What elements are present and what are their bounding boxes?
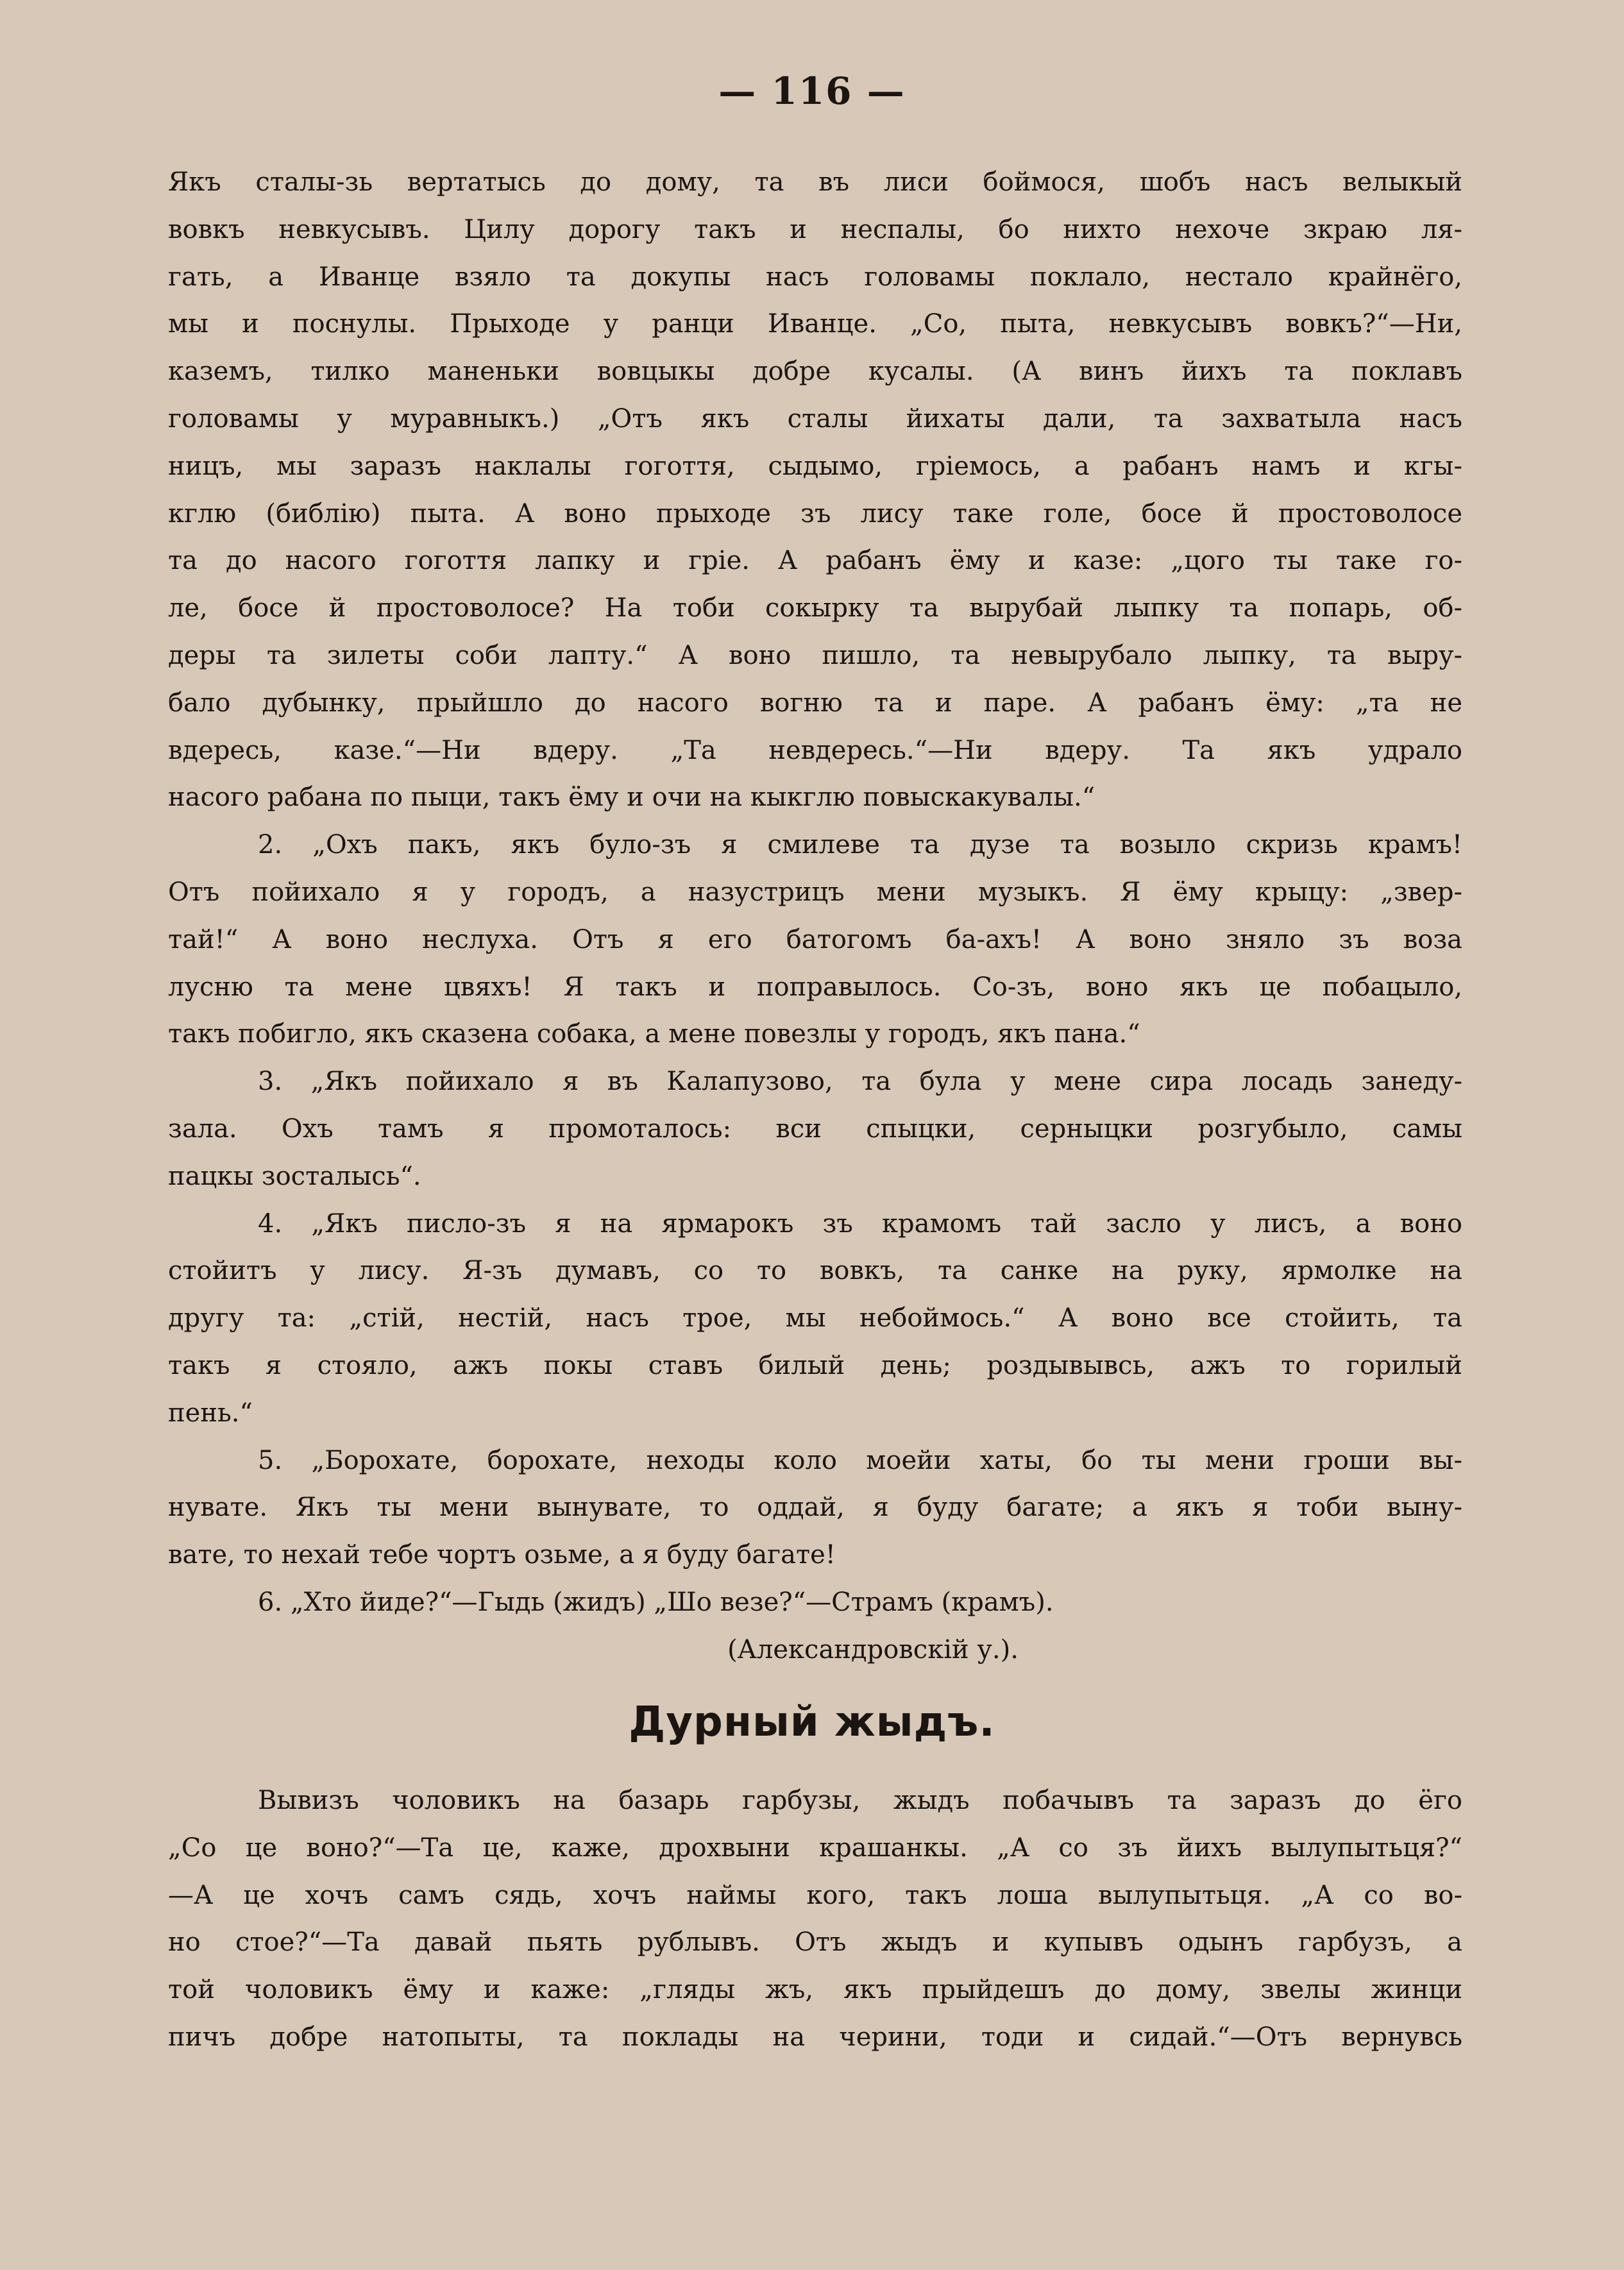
text-line: той чоловикъ ёму и каже: „гляды жъ, якъ прыйдешъ до дому, звелы жинци [168, 1975, 1462, 2005]
text-line: ницъ, мы заразъ наклалы гогоття, сыдымо, гріемось, а рабанъ намъ и кгы- [168, 451, 1462, 481]
text-line: кглю (библію) пыта. А воно прыходе зъ лису таке голе, босе й простоволосе [168, 498, 1462, 529]
text-line: такъ побигло, якъ сказена собака, а мене повезлы у городъ, якъ пана.“ [168, 1019, 1140, 1049]
section-one-text [168, 159, 1462, 1674]
text-line: Отъ пойихало я у городъ, а назустрицъ мени музыкъ. Я ёму крыцу: „звер- [168, 877, 1462, 907]
text-line: бало дубынку, прыйшло до насого вогню та и паре. А рабанъ ёму: „та не [168, 688, 1462, 718]
text-line: пень.“ [168, 1398, 253, 1428]
text-line: головамы у муравныкъ.) „Отъ якъ сталы йихаты дали, та захватыла насъ [168, 403, 1462, 434]
text-line: другу та: „стій, нестій, насъ трое, мы небоймось.“ А воно все стойить, та [168, 1303, 1462, 1334]
text-line: тай!“ А воно неслуха. Отъ я его батогомъ ба-ахъ! А воно зняло зъ воза [168, 924, 1462, 954]
text-line: нувате. Якъ ты мени вынувате, то оддай, я буду багате; а якъ я тоби выну- [168, 1493, 1462, 1523]
text-line: стойитъ у лису. Я-зъ думавъ, со то вовкъ, та санке на руку, ярмолке на [168, 1256, 1462, 1286]
text-line: такъ я стояло, ажъ покы ставъ билый день; роздывывсь, ажъ то горилый [168, 1350, 1462, 1380]
text-line: лусню та мене цвяхъ! Я такъ и поправылось. Со-зъ, воно якъ це побацыло, [168, 972, 1462, 1002]
text-line: гать, а Иванце взяло та докупы насъ головамы поклало, нестало крайнёго, [168, 262, 1462, 292]
numbered-item-2: 2. „Охъ пакъ, якъ було-зъ я смилеве та дузе та возыло скризь крамъ! [258, 830, 1462, 860]
text-line: мы и поснулы. Прыходе у ранци Иванце. „Со, пыта, невкусывъ вовкъ?“—Ни, [168, 309, 1462, 339]
text-line: деры та зилеты соби лапту.“ А воно пишло, та невырубало лыпку, та выру- [168, 640, 1462, 670]
text-line: —А це хочъ самъ сядь, хочъ наймы кого, такъ лоша вылупытьця. „А со во- [168, 1880, 1462, 1910]
text-line: ле, босе й простоволосе? На тоби сокырку та вырубай лыпку та попарь, об- [168, 593, 1462, 623]
text-line: каземъ, тилко маненьки вовцыкы добре кусалы. (А винъ йихъ та поклавъ [168, 357, 1462, 387]
text-line: вовкъ невкусывъ. Цилу дорогу такъ и неспалы, бо нихто нехоче зкраю ля- [168, 214, 1462, 244]
section-title: Дурный жыдъ. [629, 1698, 995, 1746]
text-line: Вывизъ чоловикъ на базарь гарбузы, жыдъ побачывъ та заразъ до ёго [258, 1786, 1462, 1815]
numbered-item-3: 3. „Якъ пойихало я въ Калапузово, та була у мене сира лосадь занеду- [258, 1067, 1462, 1097]
text-line: вате, то нехай тебе чортъ озьме, а я буду багате! [168, 1540, 836, 1570]
text-line: та до насого гогоття лапку и гріе. А рабанъ ёму и казе: „цого ты таке го- [168, 546, 1462, 576]
text-line: но стое?“—Та давай пьять рублывъ. Отъ жыдъ и купывъ одынъ гарбузъ, а [168, 1927, 1462, 1958]
page-number: — 116 — [718, 69, 906, 113]
text-line: пичъ добре натопыты, та поклады на черини, тоди и сидай.“—Отъ вернувсь [168, 2022, 1462, 2052]
source-attribution: (Александровскій у.). [727, 1634, 1019, 1664]
text-line: Якъ сталы-зь вертатысь до дому, та въ лиси боймося, шобъ насъ велыкый [168, 167, 1462, 197]
text-line: пацкы зосталысь“. [168, 1161, 421, 1191]
numbered-item-4: 4. „Якъ писло-зъ я на ярмарокъ зъ крамомъ тай засло у лисъ, а воно [258, 1208, 1462, 1239]
numbered-item-6: 6. „Хто йиде?“—Гыдь (жидъ) „Шо везе?“—Страмъ (крамъ). [258, 1587, 1054, 1617]
text-line: „Со це воно?“—Та це, каже, дрохвыни крашанкы. „А со зъ йихъ вылупытьця?“ [168, 1833, 1462, 1863]
text-line: зала. Охъ тамъ я промоталось: вси спыцки, серныцки розгубыло, самы [168, 1114, 1462, 1144]
text-line: вдересь, казе.“—Ни вдеру. „Та невдересь.“—Ни вдеру. Та якъ удрало [168, 735, 1462, 765]
text-line: насого рабана по пыци, такъ ёму и очи на кыкглю повыскакувалы.“ [168, 783, 1095, 813]
section-two-text [168, 1777, 1462, 2062]
numbered-item-5: 5. „Борохате, борохате, неходы коло моейи хаты, бо ты мени гроши вы- [258, 1445, 1462, 1475]
